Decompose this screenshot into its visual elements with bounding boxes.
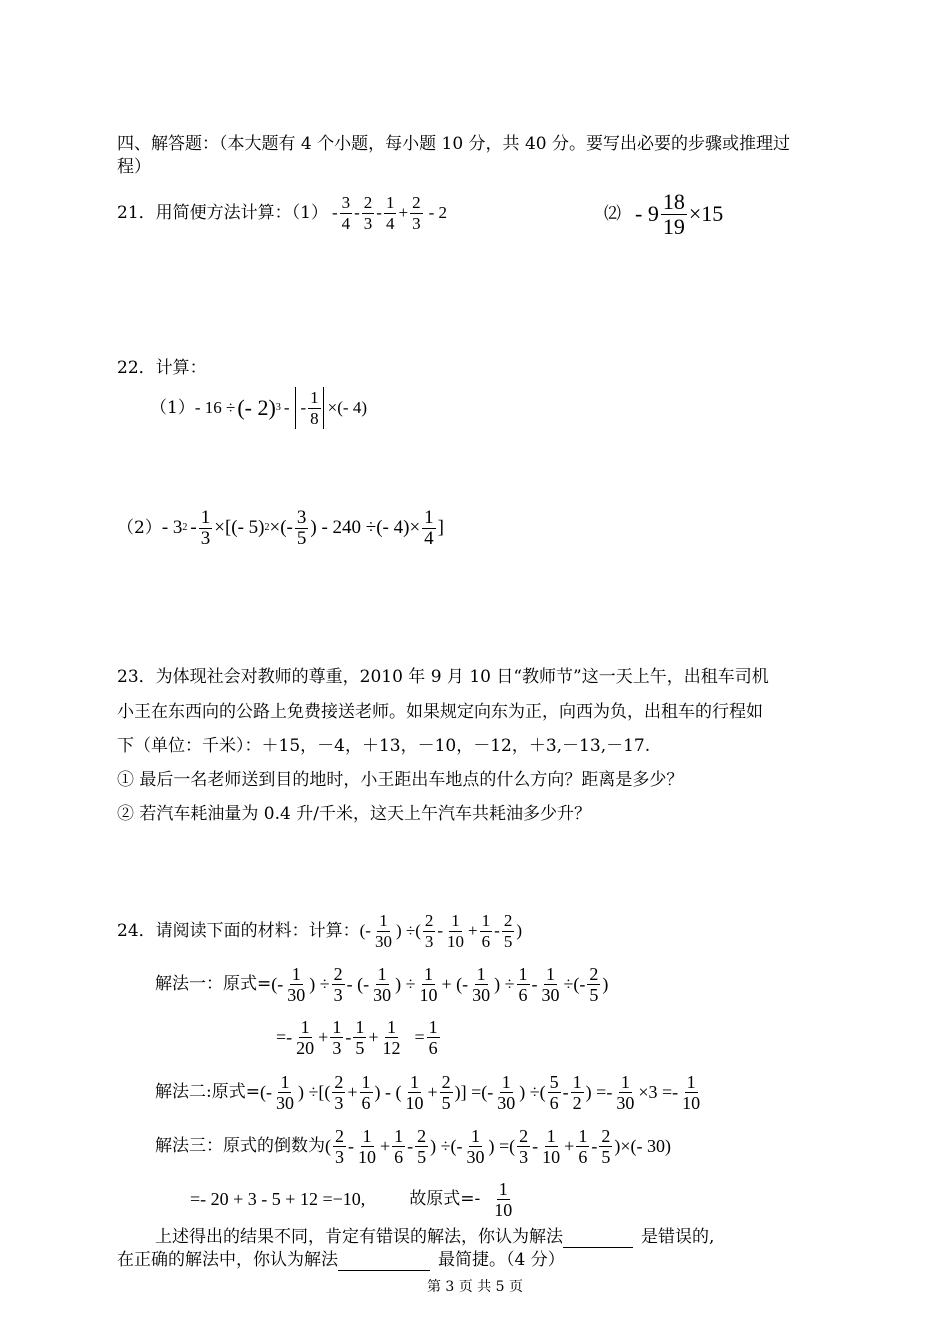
s3-d: - bbox=[407, 1136, 414, 1156]
s1b-frac: 1 5 bbox=[355, 1016, 365, 1058]
s3-g: - bbox=[532, 1136, 539, 1156]
q21-frac-4: $\frac{2}{3}$ bbox=[412, 192, 421, 233]
s1-frac: $\frac{2}{3}$ bbox=[333, 963, 343, 1005]
q22-p2-frac-2: 3 5 bbox=[296, 506, 307, 549]
s1-i: ) bbox=[602, 974, 609, 994]
q24-final-a: 上述得出的结果不同，肯定有错误的解法，你认为解法 bbox=[155, 1227, 563, 1247]
s3-e: ) ÷(- bbox=[430, 1136, 463, 1156]
s1-frac: $\frac{1}{6}$ bbox=[518, 963, 528, 1005]
q24-expr-b: ) ÷( bbox=[395, 921, 421, 940]
s2-frac: $\frac{1}{30}$ bbox=[616, 1071, 635, 1113]
q24-expr-a: (- bbox=[359, 921, 371, 940]
s1-frac: $\frac{1}{10}$ bbox=[419, 963, 438, 1005]
s1-g: - bbox=[531, 974, 538, 994]
s2-frac: 1 2 bbox=[572, 1071, 582, 1113]
q22-p1-b: (- 2) bbox=[237, 395, 276, 420]
q21-frac-2: 2 3 bbox=[363, 192, 373, 233]
q22-p2-exp: 2 bbox=[182, 522, 188, 533]
s1-frac: 1 30 bbox=[373, 963, 392, 1005]
s2-b: ) ÷[( bbox=[297, 1082, 331, 1102]
page-footer: 第 3 页 共 5 页 bbox=[426, 1279, 524, 1295]
s2-frac: 5 6 bbox=[549, 1071, 559, 1113]
q24-final-b: 是错误的, bbox=[641, 1227, 715, 1247]
q21-sign: - bbox=[331, 203, 338, 222]
s1b-e: = bbox=[414, 1027, 425, 1047]
q22-part2 bbox=[117, 502, 444, 554]
s1-frac: 1 30 bbox=[472, 963, 491, 1005]
s1-frac: 2 5 bbox=[589, 963, 599, 1005]
s1-a: (- bbox=[271, 974, 284, 994]
q24-final-d: 最简捷。（4 分） bbox=[438, 1250, 565, 1270]
s1b-c: - bbox=[345, 1027, 352, 1047]
s3-label: 解法三：原式的倒数为 bbox=[155, 1136, 325, 1156]
q22-p2-d: ×(- bbox=[269, 517, 293, 538]
abs-bar-left bbox=[295, 387, 296, 429]
q24-expr-d: + bbox=[468, 921, 478, 940]
s3b-a: =- 20 + 3 - 5 + 12 =−10, bbox=[190, 1189, 366, 1209]
q22-p1-d: ×(- 4) bbox=[327, 398, 367, 417]
s3-frac: 2 3 bbox=[335, 1125, 344, 1167]
s1-b: ) ÷ bbox=[309, 974, 330, 994]
s2-c: + bbox=[347, 1082, 358, 1102]
q24-final-c: 在正确的解法中，你认为解法 bbox=[117, 1250, 338, 1270]
q22-p2-b: - bbox=[190, 517, 197, 538]
q22-p2-a: - 3 bbox=[161, 517, 183, 538]
s3-frac: 1 30 bbox=[466, 1125, 485, 1167]
s3-h: + bbox=[564, 1136, 575, 1156]
s2-i: ) =- bbox=[585, 1082, 613, 1102]
solution-2 bbox=[155, 1068, 704, 1116]
q21-lead: 21．用简便方法计算：（1） bbox=[117, 203, 328, 223]
s3-j: )×(- 30) bbox=[614, 1136, 671, 1156]
q21-p2-sign: - 9 bbox=[635, 201, 659, 226]
s3-frac: 2 5 bbox=[601, 1125, 611, 1167]
q24-expr-c: - bbox=[437, 921, 444, 940]
s2-j: ×3 =- bbox=[638, 1082, 679, 1102]
q21-p2-label: ⑵ bbox=[604, 204, 621, 224]
q24-frac: 2 3 bbox=[424, 910, 434, 951]
s2-a: (- bbox=[259, 1082, 272, 1102]
q21-p2-tail: ×15 bbox=[688, 201, 724, 226]
section-heading-cont: 程） bbox=[117, 157, 151, 177]
q22-p2-label: （2） bbox=[117, 518, 162, 538]
q21-op: - bbox=[354, 203, 360, 222]
question-22: 22．计算： bbox=[117, 358, 207, 378]
q22-p1-frac: 1 8 bbox=[310, 387, 319, 428]
s3-c: + bbox=[380, 1136, 391, 1156]
q21-frac-1: 3 4 bbox=[341, 192, 351, 233]
s1-c: - (- bbox=[346, 974, 370, 994]
s2-frac: 1 10 bbox=[682, 1071, 701, 1113]
q24-expr-e: - bbox=[494, 921, 500, 940]
section-heading: 四、解答题：（本大题有 4 个小题，每小题 10 分，共 40 分。要写出必要的步骤或推理过 bbox=[117, 134, 791, 154]
s1-f: ) ÷ bbox=[494, 974, 515, 994]
s2-frac: 1 10 bbox=[405, 1071, 424, 1113]
s1b-b: + bbox=[318, 1027, 329, 1047]
s3-frac: $\frac{1}{6}$ bbox=[578, 1125, 588, 1167]
question-21-part2 bbox=[604, 188, 723, 240]
q24-final-line-1 bbox=[155, 1226, 714, 1248]
q22-p1-label: （1） bbox=[150, 398, 195, 418]
s2-frac: 2 3 bbox=[334, 1071, 344, 1113]
answer-blank-1[interactable] bbox=[563, 1229, 633, 1248]
answer-blank-2[interactable] bbox=[338, 1252, 430, 1271]
s2-e: + bbox=[427, 1082, 438, 1102]
q23-line-1: 23．为体现社会对教师的尊重，2010 年 9 月 10 日“教师节”这一天上午，出租车司机 bbox=[117, 667, 769, 687]
s3b-frac: 1 10 bbox=[494, 1178, 513, 1220]
s1-label: 解法一：原式= bbox=[155, 974, 272, 994]
s1-frac: 1 30 bbox=[287, 963, 306, 1005]
s2-g: ) ÷( bbox=[519, 1082, 546, 1102]
q24-lead: 24．请阅读下面的材料：计算： bbox=[117, 921, 360, 941]
s1b-a: =- bbox=[276, 1027, 293, 1047]
s3-frac: 2 3 bbox=[519, 1125, 529, 1167]
q22-p1-a: - 16 ÷ bbox=[194, 398, 236, 417]
q23-line-3: 下（单位：千米）：＋15，－4，＋13，－10，－12，＋3,－13,－17. bbox=[117, 736, 651, 756]
q22-p1-exp: 3 bbox=[275, 402, 281, 413]
q24-final-line-2 bbox=[117, 1249, 565, 1271]
solution-1 bbox=[155, 961, 608, 1007]
q21-op: + bbox=[398, 203, 409, 222]
s1-h: ÷(- bbox=[563, 974, 586, 994]
s3-frac: $\frac{1}{6}$ bbox=[394, 1125, 404, 1167]
q22-p1-frac-sign: - bbox=[300, 398, 307, 417]
s1-d: ) ÷ bbox=[395, 974, 416, 994]
q22-p1-c: - bbox=[283, 398, 290, 417]
s1b-frac: 1 20 bbox=[296, 1016, 315, 1058]
s3-i: - bbox=[591, 1136, 598, 1156]
s3-f: ) =( bbox=[488, 1136, 516, 1156]
s1b-frac: $\frac{1}{12}$ bbox=[382, 1016, 401, 1058]
q23-line-2: 小王在东西向的公路上免费接送老师。如果规定向东为正，向西为负，出租车的行程如 bbox=[117, 702, 763, 722]
s3-frac: 1 10 bbox=[358, 1125, 376, 1167]
s1b-frac: $\frac{1}{6}$ bbox=[428, 1016, 438, 1058]
question-24 bbox=[117, 908, 522, 954]
q22-p2-c: ×[(- 5) bbox=[214, 517, 265, 538]
s2-frac: $\frac{2}{5}$ bbox=[441, 1071, 451, 1113]
abs-bar-right bbox=[323, 387, 324, 429]
question-21 bbox=[117, 190, 447, 236]
s3-frac: 1 10 bbox=[542, 1125, 561, 1167]
q22-p2-exp2: 2 bbox=[264, 522, 270, 533]
s1b-d: + bbox=[368, 1027, 379, 1047]
solution-3-cont bbox=[190, 1176, 516, 1222]
q21-op: - bbox=[376, 203, 382, 222]
s3-b: - bbox=[348, 1136, 354, 1156]
s1-frac: $\frac{1}{30}$ bbox=[541, 963, 560, 1005]
q24-frac: 2 5 bbox=[503, 910, 513, 951]
s3-frac: 2 5 bbox=[417, 1125, 427, 1167]
q24-frac: 1 10 bbox=[447, 910, 465, 951]
s3b-b: 故原式=- bbox=[409, 1189, 481, 1209]
q22-p2-f: ] bbox=[437, 517, 444, 538]
s2-frac: 1 30 bbox=[275, 1071, 294, 1113]
q23-line-5: ② 若汽车耗油量为 0.4 升/千米，这天上午汽车共耗油多少升？ bbox=[117, 804, 591, 824]
q21-frac-3: 1 4 bbox=[385, 192, 395, 233]
s2-h: - bbox=[562, 1082, 569, 1102]
s2-f: )] =(- bbox=[454, 1082, 494, 1102]
q24-frac: $\frac{1}{6}$ bbox=[481, 910, 491, 951]
s2-label: 解法二:原式= bbox=[155, 1082, 260, 1102]
s2-frac: 1 30 bbox=[497, 1071, 516, 1113]
q21-p2-frac: $\frac{18}{19}$ bbox=[662, 188, 685, 239]
q22-part1 bbox=[150, 383, 367, 433]
q22-p2-frac-1: $\frac{1}{3}$ bbox=[200, 506, 211, 549]
q24-frac: 1 30 bbox=[374, 910, 392, 951]
s3-a: ( bbox=[325, 1136, 331, 1156]
s1b-frac: $\frac{1}{3}$ bbox=[332, 1016, 342, 1058]
s2-frac: $\frac{1}{6}$ bbox=[361, 1071, 371, 1113]
q22-p2-frac-3: $\frac{1}{4}$ bbox=[424, 506, 434, 549]
solution-1-cont bbox=[276, 1014, 442, 1060]
s2-d: ) - ( bbox=[374, 1082, 402, 1102]
q24-expr-f: ) bbox=[516, 921, 522, 940]
solution-3 bbox=[155, 1122, 671, 1170]
q21-tail: - 2 bbox=[428, 203, 447, 222]
q22-p2-e: ) - 240 ÷(- 4)× bbox=[310, 517, 421, 538]
s1-e: + (- bbox=[441, 974, 469, 994]
q23-line-4: ① 最后一名老师送到目的地时，小王距出车地点的什么方向？距离是多少？ bbox=[117, 770, 684, 790]
